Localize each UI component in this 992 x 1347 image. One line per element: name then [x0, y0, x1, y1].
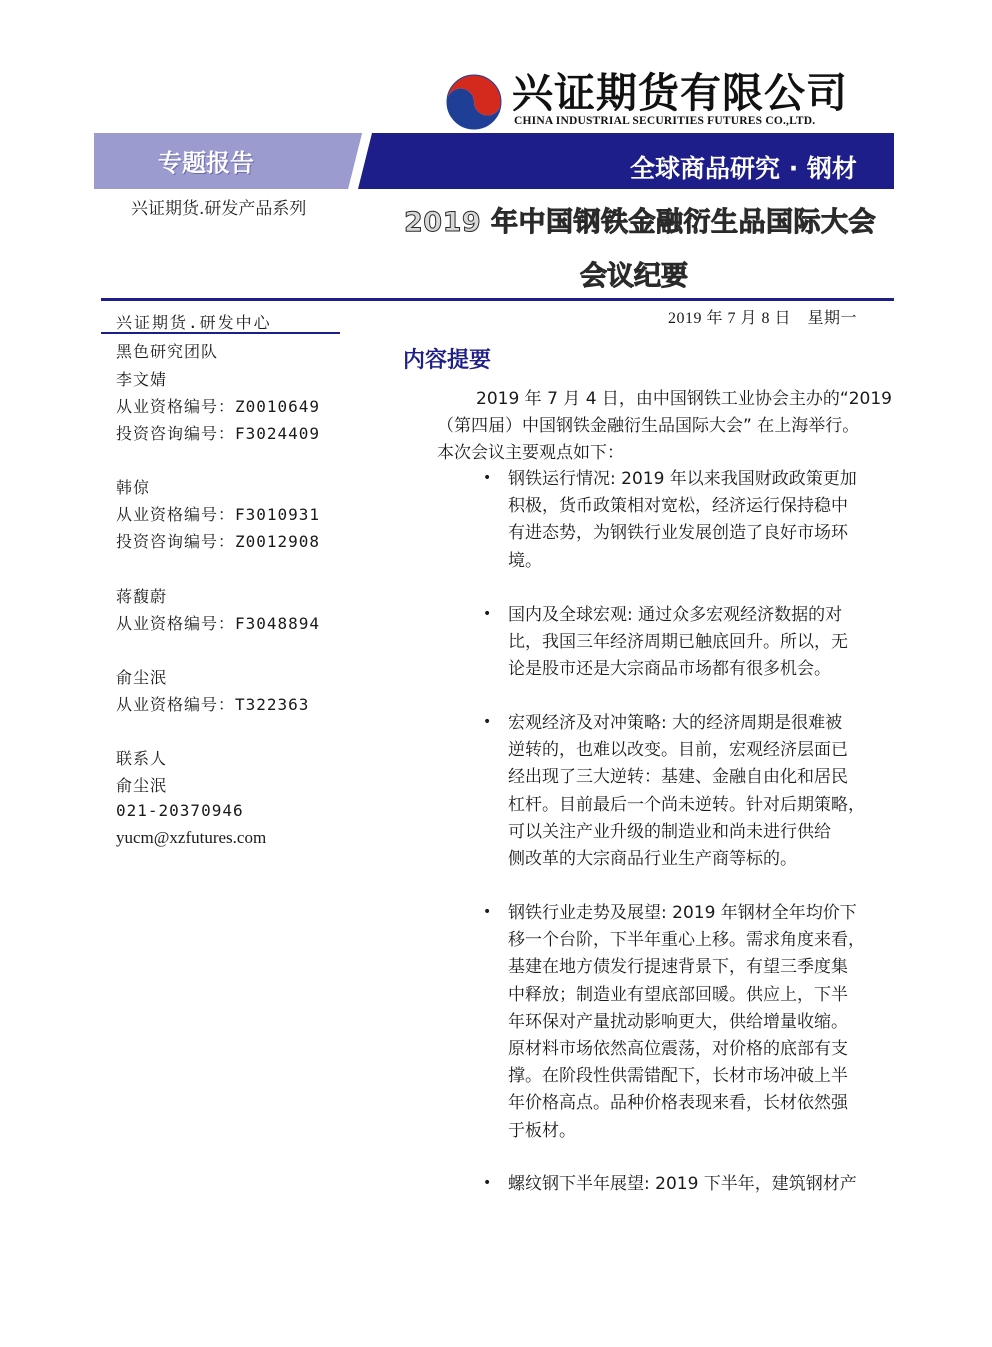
bullet-line: 移一个台阶，下半年重心上移。需求角度来看， — [508, 930, 865, 951]
analyst-credential: 投资咨询编号：F3024409 — [116, 424, 321, 443]
summary-heading: 内容提要 — [403, 348, 492, 373]
contact-phone: 021-20370946 — [116, 801, 244, 820]
analyst-name: 蒋馥蔚 — [116, 587, 168, 606]
contact-label: 联系人 — [116, 749, 168, 768]
bullet-line: 积极，货币政策相对宽松，经济运行保持稳中 — [508, 496, 848, 517]
document-title-line1: 2019 年中国钢铁金融衍生品国际大会 — [404, 207, 877, 238]
bullet-item — [508, 466, 857, 575]
bullet-icon: • — [483, 904, 492, 920]
title-divider — [101, 298, 894, 301]
bullet-line: 经出现了三大逆转：基建、金融自由化和居民 — [508, 767, 848, 788]
bullet-line: 比，我国三年经济周期已触底回升。所以，无 — [508, 632, 848, 653]
bullet-line: 有进态势，为钢铁行业发展创造了良好市场环 — [508, 523, 848, 544]
research-center-label: 兴证期货.研发中心 — [116, 313, 272, 332]
analyst-credential: 从业资格编号：T322363 — [116, 695, 310, 714]
company-name-cn: 兴证期货有限公司 — [512, 69, 848, 117]
analyst-name: 李文婧 — [116, 370, 168, 389]
contact-name: 俞尘泯 — [116, 776, 168, 795]
bullet-item — [508, 602, 848, 684]
bullet-item — [508, 1171, 857, 1198]
bullet-line: 境。 — [508, 550, 542, 571]
bullet-item — [508, 710, 865, 873]
analyst-name: 韩倞 — [116, 478, 151, 497]
bullet-line: 于板材。 — [508, 1120, 576, 1141]
bullet-icon: • — [483, 714, 492, 730]
intro-line: 本次会议主要观点如下： — [437, 443, 624, 463]
document-title-line2: 会议纪要 — [580, 261, 688, 292]
bullet-icon: • — [483, 470, 492, 486]
banner-research-topic: 全球商品研究 · 钢材 — [630, 154, 857, 183]
bullet-icon: • — [483, 606, 492, 622]
bullet-line: 基建在地方债发行提速背景下，有望三季度集 — [508, 957, 848, 978]
team-name: 黑色研究团队 — [116, 342, 219, 361]
bullet-line: 论是股市还是大宗商品市场都有很多机会。 — [508, 659, 831, 680]
bullet-line: 宏观经济及对冲策略: 大的经济周期是很难被 — [508, 713, 843, 733]
bullet-line: 年价格高点。品种价格表现来看，长材依然强 — [508, 1093, 848, 1114]
bullet-line: 侧改革的大宗商品行业生产商等标的。 — [508, 849, 797, 870]
bullet-line: 螺纹钢下半年展望: 2019 下半年，建筑钢材产 — [508, 1174, 857, 1194]
bullet-line: 撑。在阶段性供需错配下，长材市场冲破上半 — [508, 1066, 848, 1087]
bullet-line: 中释放；制造业有望底部回暖。供应上，下半 — [508, 984, 848, 1005]
bullet-line: 逆转的，也难以改变。目前，宏观经济层面已 — [508, 740, 848, 761]
bullet-line: 国内及全球宏观: 通过众多宏观经济数据的对 — [508, 605, 843, 625]
left-column-divider — [101, 332, 340, 334]
contact-email-link[interactable]: yucm@xzfutures.com — [116, 828, 267, 847]
bullet-line: 年环保对产量扰动影响更大，供给增量收缩。 — [508, 1011, 848, 1032]
bullet-item — [508, 900, 865, 1145]
analyst-credential: 从业资格编号：F3010931 — [116, 505, 321, 524]
analyst-credential: 从业资格编号：Z0010649 — [116, 397, 321, 416]
bullet-line: 可以关注产业升级的制造业和尚未进行供给 — [508, 821, 831, 842]
company-name-en: CHINA INDUSTRIAL SECURITIES FUTURES CO.,LTD. — [514, 115, 816, 127]
bullet-line: 杠杆。目前最后一个尚未逆转。针对后期策略， — [508, 794, 865, 815]
banner-report-type: 专题报告 — [158, 149, 254, 177]
bullet-line: 钢铁行业走势及展望: 2019 年钢材全年均价下 — [508, 903, 857, 923]
product-series-label: 兴证期货.研发产品系列 — [131, 199, 307, 219]
analyst-credential: 从业资格编号：F3048894 — [116, 614, 321, 633]
analyst-credential: 投资咨询编号：Z0012908 — [116, 532, 321, 551]
swirl-logo-icon — [446, 74, 502, 130]
intro-line: 2019 年 7 月 4 日，由中国钢铁工业协会主办的“2019 — [476, 389, 892, 409]
bullet-icon: • — [483, 1175, 492, 1191]
report-date: 2019 年 7 月 8 日 星期一 — [668, 310, 858, 327]
bullet-line: 原材料市场依然高位震荡，对价格的底部有支 — [508, 1039, 848, 1060]
intro-line: （第四届）中国钢铁金融衍生品国际大会” 在上海举行。 — [437, 416, 860, 436]
bullet-line: 钢铁运行情况: 2019 年以来我国财政政策更加 — [508, 469, 857, 489]
analyst-name: 俞尘泯 — [116, 668, 168, 687]
